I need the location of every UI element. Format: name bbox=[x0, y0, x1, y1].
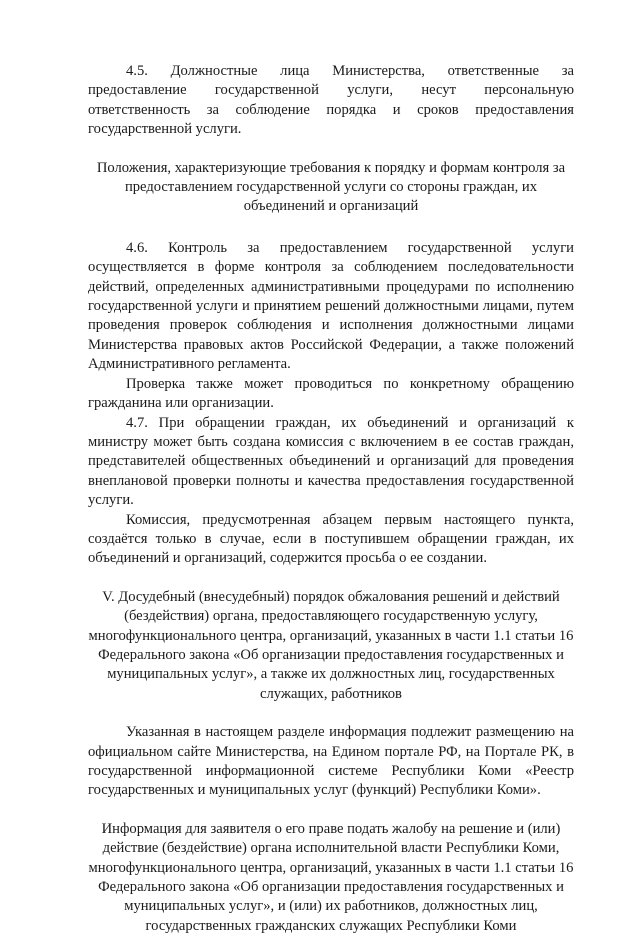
section-heading-v: V. Досудебный (внесудебный) порядок обжалования решений и действий (бездействия) органа, предоставляющего государственную услугу, многофункционального центра, организаций, указанных в части 1.1 статьи 16 Федерального закона «Об организации предоставления государственных и муниципальных услуг», а также их должностных лиц, государственных служащих, работников bbox=[88, 588, 574, 702]
paragraph-4-5: 4.5. Должностные лица Министерства, ответственные за предоставление государственной услуги, несут персональную ответственность за соблюдение порядка и сроков предоставления государственной услуги. bbox=[88, 63, 574, 138]
paragraph-4-7: 4.7. При обращении граждан, их объединений и организаций к министру может быть создана комиссия с включением в ее состав граждан, представителей общественных объединений и организаций для проведения внеплановой проверки полноты и качества предоставления государственной услуги. bbox=[88, 414, 574, 509]
document-page bbox=[88, 62, 574, 936]
paragraph-commission: Комиссия, предусмотренная абзацем первым настоящего пункта, создаётся только в случае, если в поступившем обращении граждан, их объединений и организаций, содержится просьба о ее создании. bbox=[88, 511, 574, 567]
section-heading-control: Положения, характеризующие требования к порядку и формам контроля за предоставлением государственной услуги со стороны граждан, их объединений и организаций bbox=[96, 159, 566, 215]
paragraph-inspection: Проверка также может проводиться по конкретному обращению гражданина или организации. bbox=[88, 375, 574, 412]
paragraph-publication: Указанная в настоящем разделе информация подлежит размещению на официальном сайте Министерства, на Едином портале РФ, на Портале РК, в государственной информационной системе Республики Коми «Реестр государственных и муниципальных услуг (функций) Республики Коми». bbox=[88, 724, 574, 799]
section-heading-complaint: Информация для заявителя о его праве подать жалобу на решение и (или) действие (бездействие) органа исполнительной власти Республики Коми, многофункционального центра, организаций, указанных в части 1.1 статьи 16 Федерального закона «Об организации предоставления государственных и муниципальных услуг», и (или) их работников, должностных лиц, государственных гражданских служащих Республики Коми bbox=[88, 820, 574, 934]
paragraph-4-6: 4.6. Контроль за предоставлением государственной услуги осуществляется в форме контроля за соблюдением последовательности действий, определенных административными процедурами по исполнению государственной услуги и принятием решений должностными лицами, путем проведения проверок соблюдения и исполнения должностными лицами Министерства правовых актов Российской Федерации, а также положений Административного регламента. bbox=[88, 239, 574, 373]
